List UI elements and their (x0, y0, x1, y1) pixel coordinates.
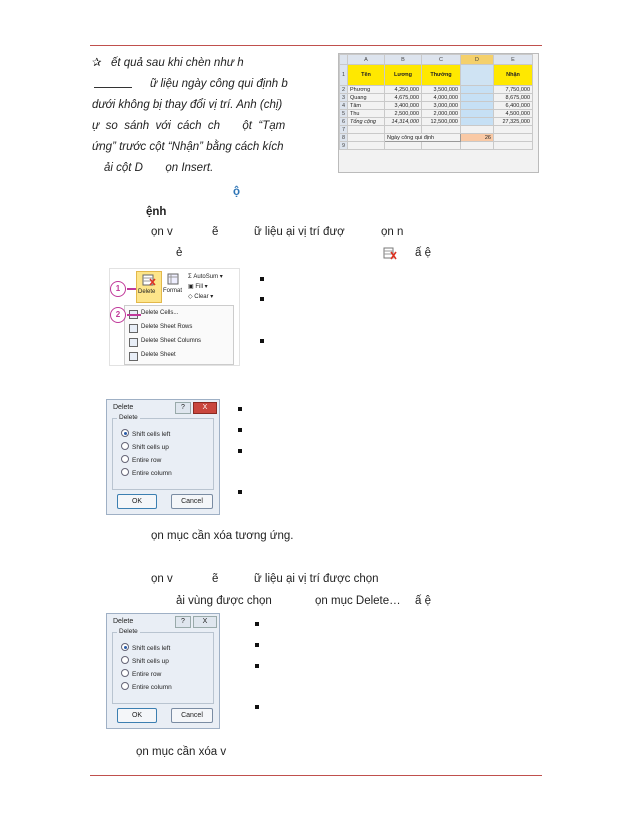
bullet (238, 449, 242, 453)
radio-entire-column[interactable]: Entire column (121, 468, 172, 477)
menu-delete-cells[interactable]: Delete Cells... (141, 310, 178, 316)
format-button (162, 271, 184, 301)
group-label: Delete (119, 628, 138, 635)
bullet (238, 407, 242, 411)
delete-dialog (106, 613, 220, 729)
callout-1: 1 (110, 281, 126, 297)
intro-line-2: ữ liệu ngày công qui định b (150, 78, 288, 90)
col-header-d: D (461, 55, 494, 65)
menu-delete-sheet[interactable]: Delete Sheet (141, 352, 176, 358)
col-header-b: B (385, 55, 422, 65)
col-header-e: E (494, 55, 533, 65)
radio-shift-up[interactable]: Shift cells up (121, 442, 169, 451)
bullet (260, 277, 264, 281)
quota-label: Ngày công qui định (385, 134, 461, 142)
s2-line2-b: ọn mục Delete… (315, 595, 401, 607)
menu-delete-rows[interactable]: Delete Sheet Rows (141, 324, 192, 330)
intro-line-3: dưới không bị thay đổi vị trí. Anh (chị) (92, 99, 283, 111)
bullet (255, 664, 259, 668)
s2-line1-b: ẽ (212, 573, 219, 585)
s1-line1-a: ọn v (151, 226, 173, 238)
s2-line1-a: ọn v (151, 573, 173, 585)
blank-underline (94, 87, 132, 88)
caption-2: ọn mục cần xóa v (136, 746, 227, 758)
help-button[interactable]: ? (175, 402, 191, 414)
spreadsheet-screenshot (338, 53, 539, 173)
caption-1: ọn mục cần xóa tương ứng. (151, 530, 294, 542)
clear-label: ◇ Clear ▾ (188, 294, 214, 300)
close-button[interactable]: X (193, 616, 217, 628)
dialog-title: Delete (113, 618, 134, 625)
s1-line1-d: ọn n (381, 226, 404, 238)
intro-line-5: ứng” trước cột “Nhận” bằng cách kích (92, 141, 284, 153)
group-label: Delete (119, 414, 138, 421)
ribbon-screenshot (109, 268, 240, 366)
cancel-button[interactable]: Cancel (171, 708, 213, 723)
s2-line1-c: ữ liệu ại vị trí được chọn (254, 573, 379, 585)
menu-delete-columns[interactable]: Delete Sheet Columns (141, 338, 201, 344)
close-button[interactable]: X (193, 402, 217, 414)
cancel-button[interactable]: Cancel (171, 494, 213, 509)
s1-line2-a: ẻ (176, 247, 183, 259)
s1-line1-c: ữ liệu ại vị trí đượ (254, 226, 345, 238)
delete-button (136, 271, 162, 303)
delete-table-icon (142, 274, 156, 286)
radio-entire-column[interactable]: Entire column (121, 682, 172, 691)
section-heading: ộ (233, 186, 241, 198)
bullet (238, 490, 242, 494)
intro-line-6: ải cột D ọn Insert. (104, 162, 214, 174)
delete-dialog (106, 399, 220, 515)
format-icon (167, 273, 179, 285)
intro-line-4: ự so sánh với cách ch ột “Tạm (92, 120, 286, 132)
ok-button[interactable]: OK (117, 708, 157, 723)
section-subheading: ệnh (146, 206, 167, 218)
bullet (260, 297, 264, 301)
s2-line2-c: ấ ệ (415, 595, 431, 607)
fill-label: ▣ Fill ▾ (188, 284, 208, 290)
radio-entire-row[interactable]: Entire row (121, 455, 161, 464)
header-name: Tên (348, 65, 385, 86)
col-header-c: C (422, 55, 461, 65)
radio-shift-left[interactable]: Shift cells left (121, 429, 170, 438)
table-row: 8 Ngày công qui định 26 (340, 134, 533, 142)
table-row: 7 (340, 126, 533, 134)
bullet (238, 428, 242, 432)
dialog-title: Delete (113, 404, 134, 411)
quota-value: 26 (461, 134, 494, 142)
delete-options-group (112, 414, 214, 490)
table-row: 6 Tổng cộng 14,314,000 12,500,000 27,325,000 (340, 118, 533, 126)
header-salary: Lương (385, 65, 422, 86)
bullet (255, 622, 259, 626)
table-row: 9 (340, 142, 533, 150)
callout-2-line (127, 314, 141, 316)
callout-2: 2 (110, 307, 126, 323)
table-row: 2 Phương 4,250,000 3,500,000 7,750,000 (340, 86, 533, 94)
autosum-label: Σ AutoSum ▾ (188, 274, 223, 280)
radio-shift-left[interactable]: Shift cells left (121, 643, 170, 652)
table-row: 3 Quang 4,675,000 4,000,000 8,675,000 (340, 94, 533, 102)
header-d (461, 65, 494, 86)
ok-button[interactable]: OK (117, 494, 157, 509)
spreadsheet-grid: A B C D E 1 Tên Lương Thưởng Nhận 2 Phương 4,250,000 3,500,000 7,750,000 3 Quang 4,675,000 4,000,000 8,675,000 4 Tâm 3,400,000 3,000,000 6,400,000 5 Thu 2,500,000 2,000,000 4,500,000 6 Tổng cộng 14,314,000 12,500,000 27,325,000 7 8 Ngày công qui định 26 9 (339, 54, 533, 150)
radio-entire-row[interactable]: Entire row (121, 669, 161, 678)
top-rule (90, 45, 542, 46)
delete-options-group (112, 628, 214, 704)
intro-line-1: ết quả sau khi chèn như h (111, 57, 244, 69)
bullet (255, 705, 259, 709)
bullet (260, 339, 264, 343)
bottom-rule (90, 775, 542, 776)
delete-cells-icon (383, 246, 397, 260)
s2-line2-a: ải vùng được chọn (176, 595, 272, 607)
s1-line2-b: ấ ệ (415, 247, 431, 259)
help-button[interactable]: ? (175, 616, 191, 628)
callout-1-line (127, 288, 136, 290)
delete-button-label: Delete (138, 289, 156, 295)
table-row: 5 Thu 2,500,000 2,000,000 4,500,000 (340, 110, 533, 118)
bullet (255, 643, 259, 647)
header-bonus: Thưởng (422, 65, 461, 86)
col-header-a: A (348, 55, 385, 65)
table-row: 4 Tâm 3,400,000 3,000,000 6,400,000 (340, 102, 533, 110)
format-button-label: Format (163, 288, 183, 294)
header-receive: Nhận (494, 65, 533, 86)
star-icon: ✰ (92, 57, 102, 69)
s1-line1-b: ẽ (212, 226, 219, 238)
radio-shift-up[interactable]: Shift cells up (121, 656, 169, 665)
